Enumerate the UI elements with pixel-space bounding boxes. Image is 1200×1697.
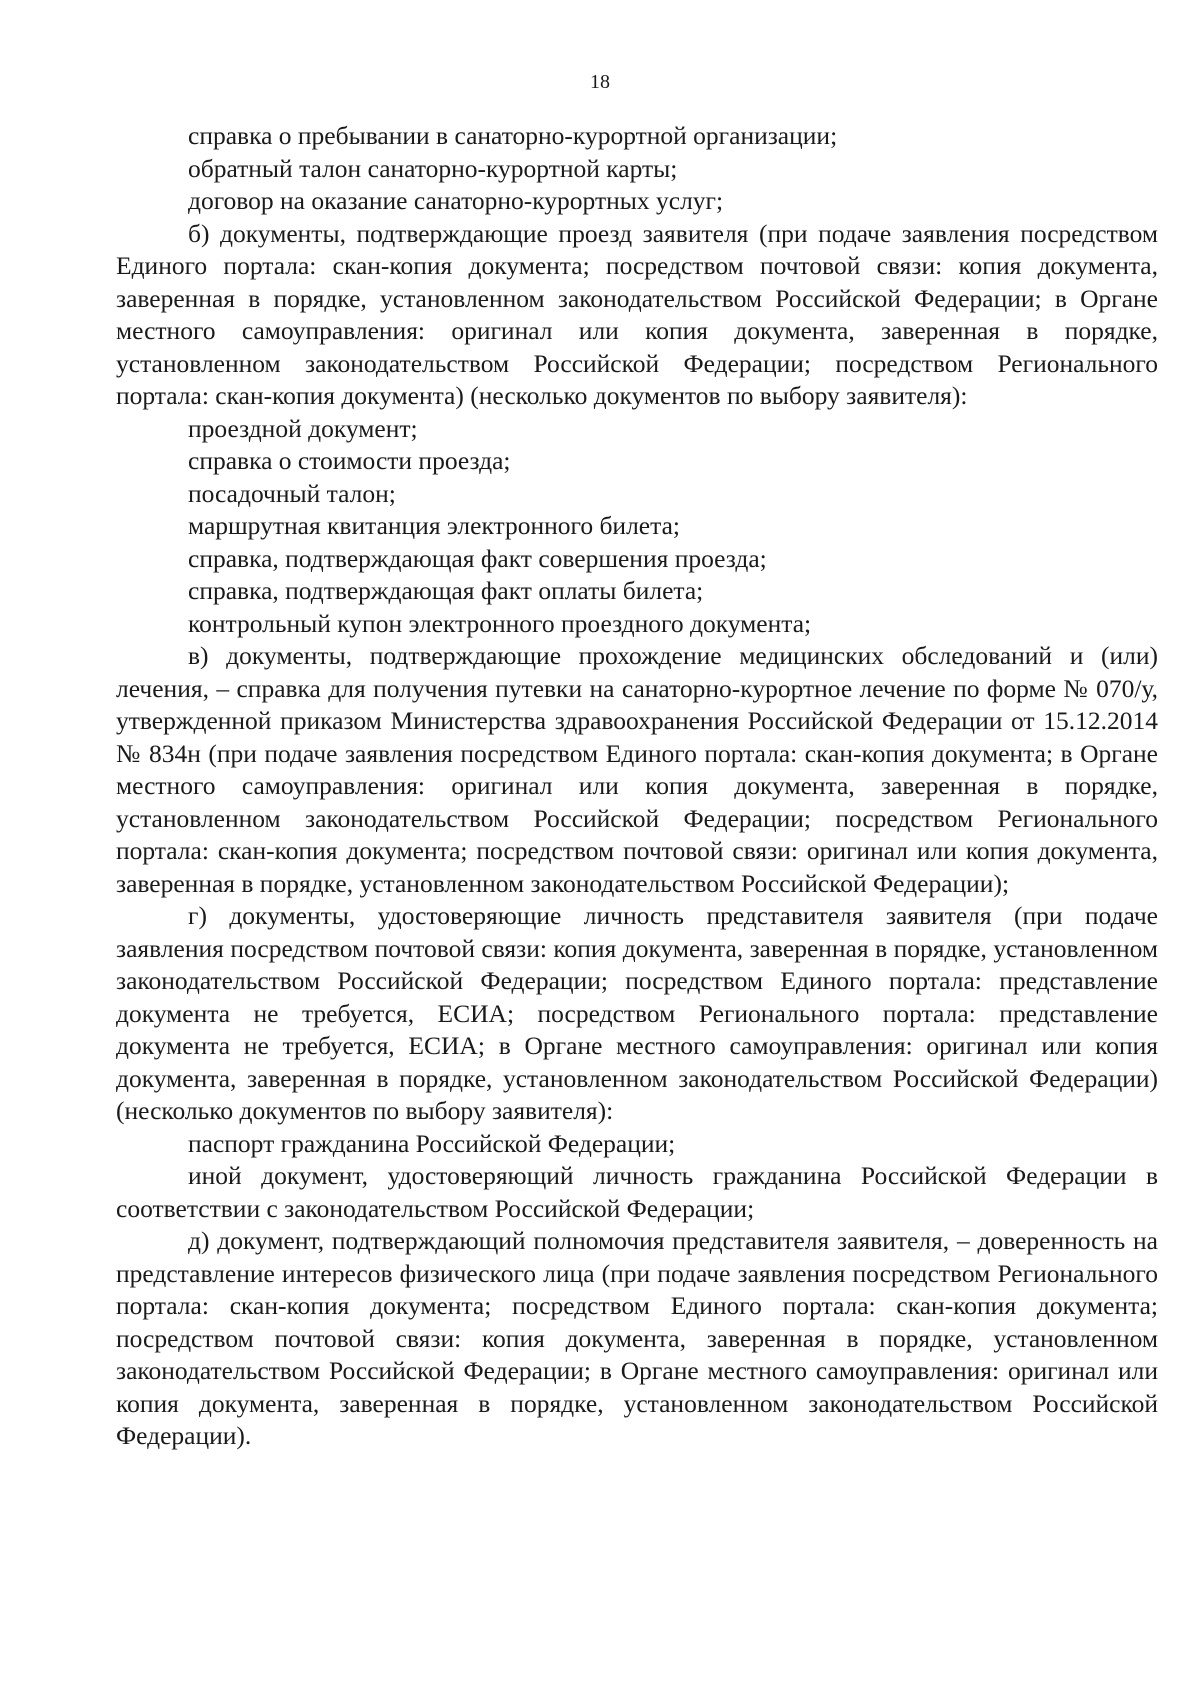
page-number: 18 [590,71,610,93]
paragraph-payment-certificate: справка, подтверждающая факт оплаты билета; [188,576,704,605]
paragraph-identity-documents: г) документы, удостоверяющие личность представителя заявителя (при подаче заявления посредством почтовой связи: копия документа, заверенная в порядке, установленном законодательством Российской Федерации; посредством Единого портала: представление документа не требуется, ЕСИА; посредством Регионального портала: представление документа не требуется, ЕСИА; в Органе местного самоуправления: оригинал или копия документа, заверенная в порядке, установленном законодательством Российской Федерации) (несколько документов по выбору заявителя): [116,901,1158,1125]
document-body [116,120,1158,1453]
paragraph-medical-documents: в) документы, подтверждающие прохождение медицинских обследований и (или) лечения, – справка для получения путевки на санаторно-курортное лечение по форме № 070/у, утвержденной приказом Министерства здравоохранения Российской Федерации от 15.12.2014 № 834н (при подаче заявления посредством Единого портала: скан-копия документа; в Органе местного самоуправления: оригинал или копия документа, заверенная в порядке, установленном законодательством Российской Федерации; посредством Регионального портала: скан-копия документа; посредством почтовой связи: оригинал или копия документа, заверенная в порядке, установленном законодательством Российской Федерации); [116,641,1158,898]
paragraph-sanatorium-stay-certificate: справка о пребывании в санаторно-курортной организации; [188,121,838,150]
paragraph-control-coupon: контрольный купон электронного проездного документа; [188,608,812,638]
paragraph-e-ticket-receipt: маршрутная квитанция электронного билета; [188,511,680,540]
paragraph-boarding-pass: посадочный талон; [188,478,396,508]
paragraph-passport: паспорт гражданина Российской Федерации; [188,1128,676,1158]
paragraph-travel-documents: б) документы, подтверждающие проезд заявителя (при подаче заявления посредством Единого портала: скан-копия документа; посредством почтовой связи: копия документа, заверенная в порядке, установленном законодательством Российской Федерации; в Органе местного самоуправления: оригинал или копия документа, заверенная в порядке, установленном законодательством Российской Федерации; посредством Регионального портала: скан-копия документа) (несколько документов по выбору заявителя): [116,218,1158,410]
paragraph-other-identity-document: иной документ, удостоверяющий личность гражданина Российской Федерации в соответствии с законодательством Российской Федерации; [116,1161,1158,1223]
paragraph-return-coupon: обратный талон санаторно-курортной карты; [188,153,678,183]
paragraph-service-contract: договор на оказание санаторно-курортных услуг; [188,186,724,215]
paragraph-power-of-attorney: д) документ, подтверждающий полномочия представителя заявителя, – доверенность на представление интересов физического лица (при подаче заявления посредством Регионального портала: скан-копия документа; посредством Единого портала: скан-копия документа; посредством почтовой связи: копия документа, заверенная в порядке, установленном законодательством Российской Федерации; в Органе местного самоуправления: оригинал или копия документа, заверенная в порядке, установленном законодательством Российской Федерации). [116,1226,1158,1450]
paragraph-travel-ticket: проездной документ; [188,413,418,443]
paragraph-fare-certificate: справка о стоимости проезда; [188,446,511,475]
paragraph-travel-fact-certificate: справка, подтверждающая факт совершения проезда; [188,543,767,573]
